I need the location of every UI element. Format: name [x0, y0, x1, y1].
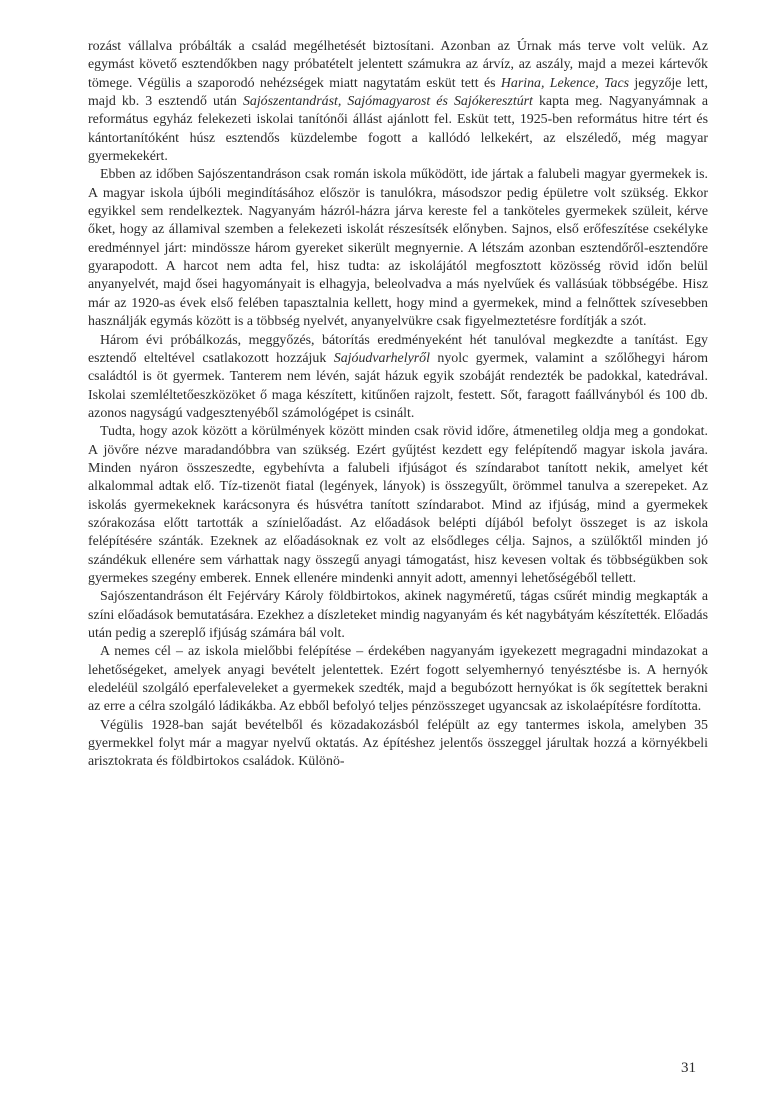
paragraph: [88, 38, 708, 166]
text-segment: Sajószentandráson élt Fejérváry Károly földbirtokos, akinek nagyméretű, tágas csűrét mindig megkapták a színi előadások bemutatására. Ezekhez a díszleteket mindig nagyanyám és két nagybátyám készítették. Előadás után pedig a szereplő ifjúság számára bál volt.: [88, 589, 708, 641]
paragraph: [88, 332, 708, 424]
italic-text: Sajóudvarhelyről: [333, 350, 430, 366]
text-segment: Három évi próbálkozás, meggyőzés, bátorítás eredményeként hét tanulóval megkezdte a tanítást. Egy esztendő elteltével csatlakozott hozzájuk: [88, 332, 708, 366]
page-number: 31: [681, 1060, 696, 1076]
paragraph: [88, 717, 708, 772]
paragraph: [88, 423, 708, 588]
italic-text: Harina, Lekence, Tacs: [500, 75, 630, 91]
text-segment: rozást vállalva próbálták a család megélhetését biztosítani. Azonban az Úrnak más terve volt velük. Az egymást követő esztendőkben nagy próbatételt jelentett számukra az árvíz, az aszály, majd a mezei kártevők tömege. Végülis a szaporodó nehézségek miatt nagytatám esküt tett és: [88, 39, 708, 91]
italic-text: Sajószentandrást, Sajómagyarost és Sajókeresztúrt: [242, 94, 533, 110]
text-segment: nyolc gyermek, valamint a szőlőhegyi három családtól is öt gyermek. Tanterem nem lévén, saját házuk egyik szobáját rendezték be padokkal, katedrával. Iskolai szemléltetőeszközöket ő maga készített, kitűnően rajzolt, festett. Sőt, faragott faállványból és 100 db. azonos nagyságú vadgesztenyéből számológépet is csinált.: [88, 350, 709, 421]
text-segment: Tudta, hogy azok között a körülmények között minden csak rövid időre, átmenetileg oldja meg a gondokat. A jövőre nézve maradandóbbra van szükség. Ezért gyűjtést kezdett egy felépítendő magyar iskola javára. Minden nyáron összeszedte, egybehívta a falubeli ifjúságot és színdarabot tanított nekik, amelyet két alkalommal adtak elő. Tíz-tizenöt fiatal (legények, lányok) is összegyűlt, örömmel tanulva a szerepeket. Az iskolás gyermekeknek karácsonyra és húsvétra tanított színdarabot. Mind az ifjúság, mind a gyermekek szórakozása előtt tartották a színielőadást. Az előadások belépti díjából befolyt összeget is az iskola felépítésére szánták. Ezeknek az előadásoknak ez volt az elsődleges célja. Sajnos, a szülőktől minden jó szándékuk ellenére sem várhattak nagy összegű anyagi támogatást, hisz kevesen voltak és többségükben sok gyermekes szegény emberek. Ennek ellenére mindenki annyit adott, amennyi lehetőségéből tellett.: [88, 424, 708, 586]
body-text: [88, 38, 708, 772]
text-segment: kapta meg. Nagyanyámnak a református egyház felekezeti iskolai tanítónői állást ajánlott fel. Esküt tett, 1925-ben református hitre tért és kántortanítóként húsz esztendős küzdelembe fogott a kallódó lelkekért, az elszéledő, még magyar gyermekekért.: [88, 94, 708, 165]
paragraph: [88, 588, 708, 643]
paragraph: [88, 643, 708, 716]
document-page: [88, 38, 708, 772]
text-segment: Végülis 1928-ban saját bevételből és közadakozásból felépült az egy tantermes iskola, amelyben 35 gyermekkel folyt már a magyar nyelvű oktatás. Az építéshez jelentős összeggel járultak hozzá a környékbeli arisztokrata és földbirtokos családok. Különö-: [88, 717, 708, 770]
text-segment: Ebben az időben Sajószentandráson csak román iskola működött, ide jártak a falubeli magyar gyermekek is. A magyar iskola újbóli megindításához először is tanulókra, másodszor pedig épületre volt szükség. Ekkor egyikkel sem rendelkeztek. Nagyanyám házról-házra járva kereste fel a tanköteles gyermekek szüleit, kérve őket, hogy az államival szemben a felekezeti iskolát részesítsék előnyben. Sajnos, első erőfeszítése csekélyke eredménnyel járt: mindössze három gyereket sikerült megnyernie. A létszám azonban esztendőről-esztendőre gyarapodott. A harcot nem adta fel, hisz tudta: az iskolájától megfosztott közösség rövid időn belül anyanyelvét, majd ősei hagyományait is elhagyja, beleolvadva a más nyelvűek és vallásúak többségébe. Hisz már az 1920-as évek első felében tapasztalnia kellett, hogy mind a gyermekek, mind a felnőttek szívesebben használják egymás között is a többség nyelvét, anyanyelvükre csak figyelmeztetésre fordítják a szót.: [88, 167, 708, 330]
text-segment: jegyzője lett, majd kb. 3 esztendő után: [88, 75, 708, 110]
paragraph: [88, 166, 708, 331]
text-segment: A nemes cél – az iskola mielőbbi felépítése – érdekében nagyanyám igyekezett megragadni mindazokat a lehetőségeket, amelyek anyagi bevételt jelentettek. Ezért fogott selyemhernyó tenyésztésbe is. A hernyók eledeléül szolgáló eperfaleveleket a gyermekek szedték, majd a begubózott hernyókat is ők segítettek berakni az erre a célra szolgáló ládikákba. Az ebből befolyó teljes pénzösszeget ugyancsak az iskolaépítésre fordította.: [88, 644, 708, 715]
